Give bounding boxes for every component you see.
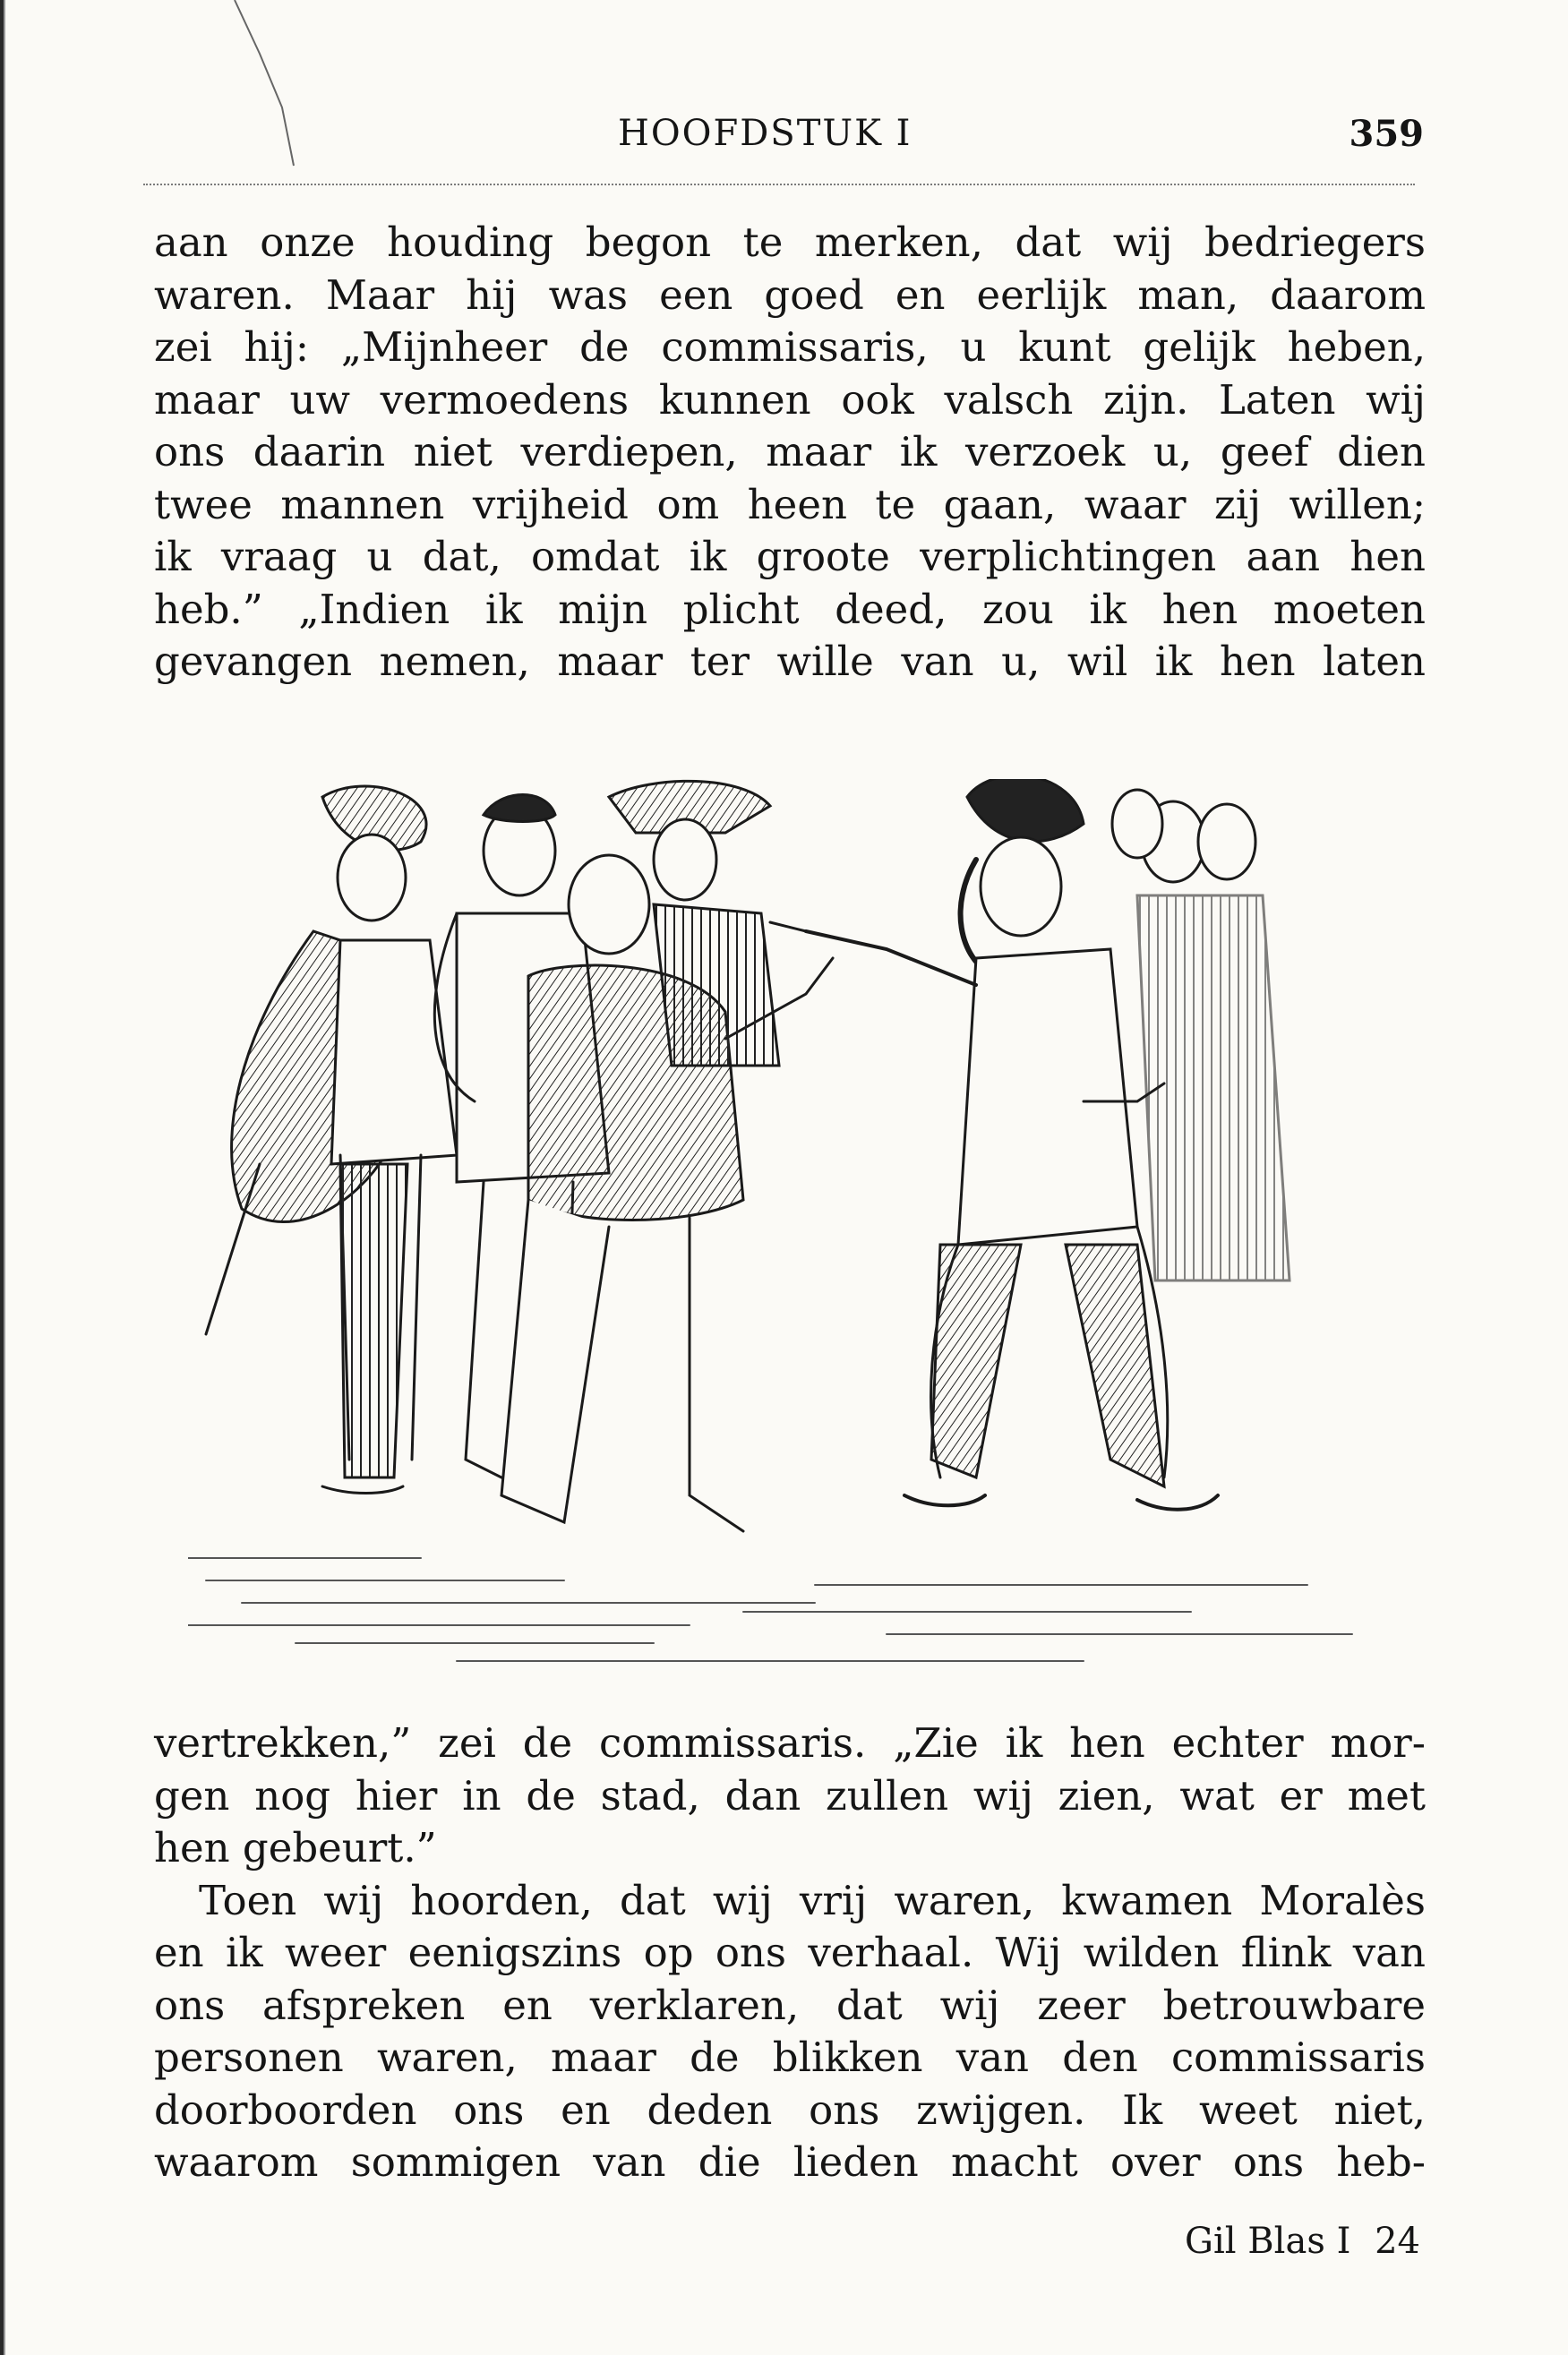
text-line: zei hij: „Mijnheer de commissaris, u kunt gelijk heben, xyxy=(154,323,1426,371)
text-line: waarom sommigen van die lieden macht over ons heb- xyxy=(154,2138,1426,2186)
header-rule xyxy=(143,184,1415,185)
body-text-bottom xyxy=(154,1717,1426,2189)
text-line: ons afspreken en verklaren, dat wij zeer betrouwbare xyxy=(154,1981,1426,2029)
text-line: doorboorden ons en deden ons zwijgen. Ik weet niet, xyxy=(154,2085,1426,2134)
text-line: hen gebeurt.” xyxy=(154,1824,437,1871)
page-header xyxy=(152,106,1424,168)
text-line: personen waren, maar de blikken van den commissaris xyxy=(154,2034,1426,2081)
text-line: twee mannen vrijheid om heen te gaan, waar zij willen; xyxy=(154,480,1426,528)
text-line: en ik weer eenigszins op ons verhaal. Wij wilden flink van xyxy=(154,1929,1426,1976)
text-line: vertrekken,” zei de commissaris. „Zie ik hen echter mor- xyxy=(154,1719,1426,1767)
text-line: gevangen nemen, maar ter wille van u, wil ik hen laten xyxy=(154,638,1426,685)
signature-number: 24 xyxy=(1375,2221,1420,2262)
text-line: ons daarin niet verdiepen, maar ik verzoek u, geef dien xyxy=(154,428,1426,475)
text-line: waren. Maar hij was een goed en eerlijk man, daarom xyxy=(154,270,1426,319)
figure-cloaked-man xyxy=(206,786,457,1493)
body-text-top xyxy=(154,217,1426,689)
text-line: gen nog hier in de stad, dan zullen wij zien, wat er met xyxy=(154,1771,1426,1820)
page-footer xyxy=(1172,2221,1420,2262)
page-number: 359 xyxy=(1349,113,1424,155)
signature-title: Gil Blas I xyxy=(1185,2221,1351,2262)
page-edge-shadow xyxy=(0,0,14,2355)
text-line: heb.” „Indien ik mijn plicht deed, zou ik hen moeten xyxy=(154,585,1426,633)
figure-onlookers xyxy=(1112,790,1290,1280)
engraving-illustration xyxy=(188,779,1424,1688)
text-line: ik vraag u dat, omdat ik groote verplichtingen aan hen xyxy=(154,533,1426,580)
text-line: Toen wij hoorden, dat wij vrij waren, kwamen Moralès xyxy=(199,1876,1426,1924)
text-line: aan onze houding begon te merken, dat wij bedriegers xyxy=(154,218,1426,266)
text-line: maar uw vermoedens kunnen ook valsch zijn. Laten wij xyxy=(154,375,1426,424)
running-head: HOOFDSTUK I xyxy=(618,113,913,154)
engraving-illustration-icon xyxy=(188,779,1424,1688)
